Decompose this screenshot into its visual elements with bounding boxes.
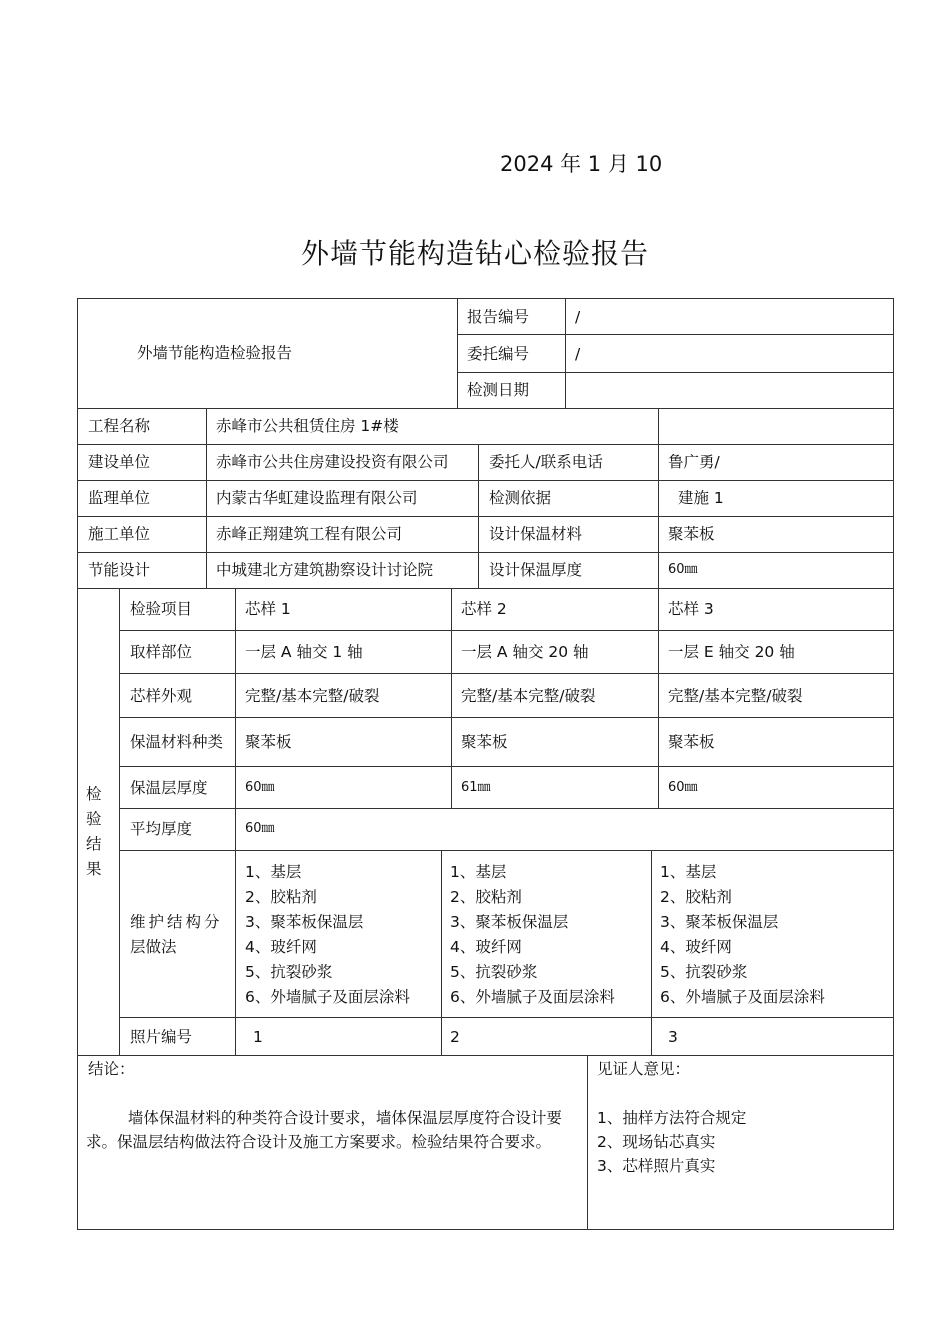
avg-thickness-label: 平均厚度 [130, 820, 193, 838]
results-side-label [86, 782, 102, 882]
location-label: 取样部位 [130, 643, 193, 661]
layer-item: 5、抗裂砂浆 [450, 963, 538, 981]
thickness-1: 60㎜ [245, 780, 275, 795]
location-2: 一层 A 轴交 20 轴 [461, 643, 589, 661]
photo-1: 1 [253, 1028, 263, 1046]
layer-item: 1、基层 [450, 863, 507, 881]
layer-item: 3、聚苯板保温层 [245, 913, 364, 931]
layers-label-line-2: 层做法 [130, 938, 177, 956]
witness-item: 3、芯样照片真实 [597, 1157, 716, 1175]
layers-list-core-3 [660, 860, 825, 1010]
material-label: 保温材料种类 [130, 733, 224, 751]
thickness-2: 61㎜ [461, 780, 491, 795]
side-label-char: 验 [86, 810, 102, 828]
layers-list-core-1 [245, 860, 410, 1010]
layer-item: 3、聚苯板保温层 [450, 913, 569, 931]
project-info-block [77, 408, 894, 589]
material-1: 聚苯板 [245, 733, 292, 751]
report-name: 外墙节能构造检验报告 [137, 344, 293, 362]
test-date-label: 检测日期 [467, 381, 530, 399]
appearance-3: 完整/基本完整/破裂 [668, 687, 803, 705]
photo-3: 3 [668, 1028, 678, 1046]
layer-item: 4、玻纤网 [450, 938, 522, 956]
avg-thickness-value: 60㎜ [245, 821, 275, 836]
layer-item: 4、玻纤网 [660, 938, 732, 956]
appearance-1: 完整/基本完整/破裂 [245, 687, 380, 705]
location-1: 一层 A 轴交 1 轴 [245, 643, 363, 661]
appearance-label: 芯样外观 [130, 687, 193, 705]
client-label: 委托人/联系电话 [489, 453, 603, 471]
layer-item: 2、胶粘剂 [450, 888, 522, 906]
witness-items [597, 1106, 746, 1178]
side-label-char: 结 [86, 835, 102, 853]
layer-item: 6、外墙腻子及面层涂料 [245, 988, 410, 1006]
layer-item: 5、抗裂砂浆 [245, 963, 333, 981]
energy-design-label: 节能设计 [88, 561, 151, 579]
report-date: 2024 年 1 月 10 [500, 152, 663, 176]
layer-item: 4、玻纤网 [245, 938, 317, 956]
energy-design-value: 中城建北方建筑勘察设计讨论院 [216, 561, 434, 579]
layer-item: 2、胶粘剂 [660, 888, 732, 906]
layers-list-core-2 [450, 860, 615, 1010]
conclusion-text: 墙体保温材料的种类符合设计要求，墙体保温层厚度符合设计要求。保温层结构做法符合设计及施工方案要求。检验结果符合要求。 [86, 1109, 562, 1151]
basis-label: 检测依据 [489, 489, 552, 507]
witness-item: 1、抽样方法符合规定 [597, 1109, 747, 1127]
layer-item: 6、外墙腻子及面层涂料 [660, 988, 825, 1006]
design-thickness-value: 60㎜ [668, 562, 698, 577]
layer-item: 5、抗裂砂浆 [660, 963, 748, 981]
layer-item: 1、基层 [660, 863, 717, 881]
layer-item: 1、基层 [245, 863, 302, 881]
layers-label-line-1: 维护结构分 [130, 913, 223, 931]
material-3: 聚苯板 [668, 733, 715, 751]
design-material-label: 设计保温材料 [489, 525, 583, 543]
photo-2: 2 [450, 1028, 460, 1046]
witness-item: 2、现场钻芯真实 [597, 1133, 716, 1151]
conclusion-label: 结论： [88, 1060, 135, 1078]
project-name-value: 赤峰市公共租赁住房 1#楼 [216, 417, 399, 435]
core-1: 芯样 1 [245, 600, 291, 618]
side-label-char: 果 [86, 860, 102, 878]
basis-value: 建施 1 [678, 489, 724, 507]
witness-label: 见证人意见： [597, 1060, 691, 1078]
builder-label: 建设单位 [88, 453, 151, 471]
page-title: 外墙节能构造钻心检验报告 [300, 237, 649, 270]
builder-value: 赤峰市公共住房建设投资有限公司 [216, 453, 449, 471]
report-no-value: / [575, 308, 581, 326]
design-material-value: 聚苯板 [668, 525, 715, 543]
layer-item: 2、胶粘剂 [245, 888, 317, 906]
layer-item: 3、聚苯板保温层 [660, 913, 779, 931]
project-name-label: 工程名称 [88, 417, 151, 435]
item-label: 检验项目 [130, 600, 193, 618]
contractor-value: 赤峰正翔建筑工程有限公司 [216, 525, 403, 543]
report-no-label: 报告编号 [467, 308, 530, 326]
layer-item: 6、外墙腻子及面层涂料 [450, 988, 615, 1006]
supervisor-label: 监理单位 [88, 489, 151, 507]
side-label-char: 检 [86, 785, 102, 803]
core-3: 芯样 3 [668, 600, 714, 618]
client-value: 鲁广勇/ [668, 453, 720, 471]
core-2: 芯样 2 [461, 600, 507, 618]
location-3: 一层 E 轴交 20 轴 [668, 643, 795, 661]
contractor-label: 施工单位 [88, 525, 151, 543]
supervisor-value: 内蒙古华虹建设监理有限公司 [216, 489, 418, 507]
commission-no-label: 委托编号 [467, 345, 530, 363]
commission-no-value: / [575, 345, 581, 363]
design-thickness-label: 设计保温厚度 [489, 561, 583, 579]
material-2: 聚苯板 [461, 733, 508, 751]
photo-label: 照片编号 [130, 1028, 193, 1046]
thickness-label: 保温层厚度 [130, 779, 208, 797]
thickness-3: 60㎜ [668, 780, 698, 795]
appearance-2: 完整/基本完整/破裂 [461, 687, 596, 705]
